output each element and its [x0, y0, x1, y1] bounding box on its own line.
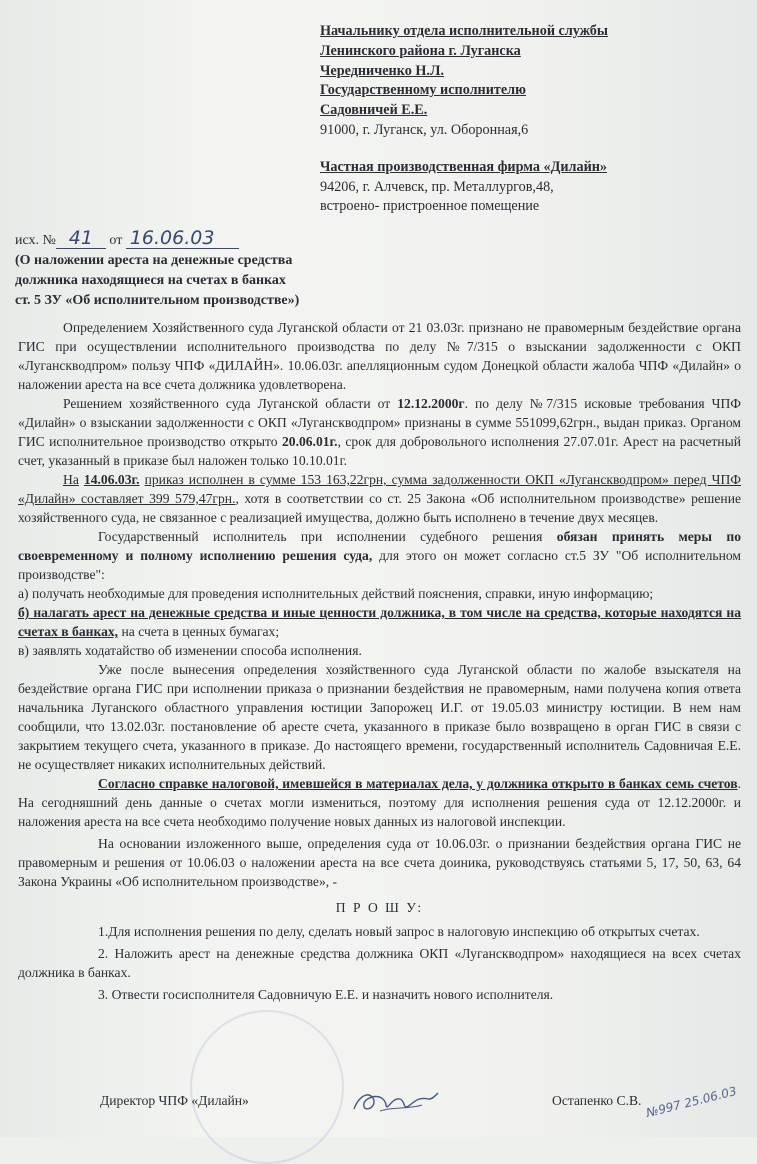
- subject-line: ст. 5 ЗУ «Об исполнительном производстве»): [15, 293, 300, 308]
- paragraph: Согласно справке налоговой, имевшейся в материалах дела, у должника открыто в банках семь счетов. На сегодняшний день данные о счетах могли измениться, поэтому для исполнения решения суда от 12.12.2000г. и наложения ареста на все счета необходимо получение новых данных из налоговой инспекции.: [18, 776, 741, 829]
- sender-address-2: встроено- пристроенное помещение: [320, 198, 540, 215]
- paragraph: На 14.06.03г. приказ исполнен в сумме 153 163,22грн, сумма задолженности ОКП «Луганскводпром» перед ЧПФ «Дилайн» составляет 399 579,47грн., хотя в соответствии со ст. 25 Закона «Об исполнительном производстве» решение хозяйственного суда, не связанное с реализацией имущества, должно быть исполнено в течение двух месяцев.: [18, 472, 741, 525]
- ref-date: 16.06.03: [126, 228, 239, 249]
- subject-block: [15, 251, 375, 311]
- paragraph: Уже после вынесения определения хозяйственного суда Луганской области по жалобе взыскателя на бездействие органа ГИС при исполнении приказа о признании бездействия не правомерным, нами получена копия ответа начальника Луганского областного управления юстиции Запорожец И.Г. от 19.05.03 министру юстиции. В нем нам сообщили, что 13.02.03г. постановление об аресте счета, указанного в приказе было возвращено в орган ГИС в связи с закрытием текущего счета, указанного в приказе. До настоящего времени, государственный исполнитель Садовничая Е.Е. не осуществляет никаких исполнительных действий.: [18, 662, 741, 772]
- list-item: а) получать необходимые для проведения исполнительных действий пояснения, справки, иную информацию;: [18, 586, 654, 601]
- request-heading: П Р О Ш У:: [335, 900, 424, 915]
- addressee-line: Садовничей Е.Е.: [320, 102, 428, 119]
- request-item: 2. Наложить арест на денежные средства должника ОКП «Луганскводпром» находящиеся на всех счетах должника в банках.: [18, 946, 741, 980]
- letter-body: [18, 318, 741, 1004]
- addressee-line: Ленинского района г. Луганска: [320, 42, 521, 59]
- subject-line: (О наложении ареста на денежные средства: [15, 253, 293, 268]
- list-item: в) заявлять ходатайство об изменении способа исполнения.: [18, 643, 362, 658]
- addressee-line: Начальнику отдела исполнительной службы: [320, 23, 608, 39]
- outgoing-reference: [15, 228, 239, 249]
- paragraph: Определением Хозяйственного суда Луганской области от 21 03.03г. признано не правомерным бездействие органа ГИС при осуществлении исполнительного производства по делу №7/315 о взыскании задолженности с ОКП «Луганскводпром» пользу ЧПФ «ДИЛАЙН». 10.06.03г. апелляционным судом Донецкой области жалоба ЧПФ «Дилайн» о наложении ареста на все счета должника удовлетворена.: [18, 320, 741, 392]
- ref-from-label: от: [109, 233, 123, 248]
- signatory-position: Директор ЧПФ «Дилайн»: [100, 1093, 249, 1108]
- request-item: 3. Отвести госисполнителя Садовничую Е.Е. и назначить нового исполнителя.: [98, 987, 554, 1002]
- sender-name: Частная производственная фирма «Дилайн»: [320, 158, 608, 175]
- paragraph: Решением хозяйственного суда Луганской области от 12.12.2000г. по делу №7/315 исковые требования ЧПФ «Дилайн» о взыскании задолженности с ОКП «Луганскводпром» признаны в сумме 551099,62грн., выдан приказ. Органом ГИС исполнительное производство открыто 20.06.01г., срок для добровольного исполнения 27.07.01г. Арест на расчетный счет, указанный в приказе был наложен только 10.10.01г.: [18, 396, 741, 468]
- signatory-name: Остапенко С.В.: [552, 1093, 642, 1108]
- paragraph: На основании изложенного выше, определения суда от 10.06.03г. о признании бездействия органа ГИС не правомерным и решения от 10.06.03 о наложении ареста на все счета доиника, руководствуясь статьями 5, 17, 50, 63, 64 Закона Украины «Об исполнительном производстве», -: [18, 836, 741, 889]
- ref-prefix: исх. №: [15, 233, 56, 248]
- faded-stamp: [190, 1010, 344, 1164]
- ref-number: 41: [56, 228, 106, 249]
- list-item: б) налагать арест на денежные средства и иные ценности должника, в том числе на средства, которые находятся на счетах в банках, на счета в ценных бумагах;: [18, 605, 741, 639]
- handwritten-note: №997 25.06.03: [644, 1084, 738, 1120]
- paragraph: Государственный исполнитель при исполнении судебного решения обязан принять меры по своевременному и полному исполнению решения суда, для этого он может согласно ст.5 ЗУ "Об исполнительном производстве":: [18, 529, 741, 582]
- signature-image: [350, 1085, 440, 1119]
- addressee-address: 91000, г. Луганск, ул. Оборонная,6: [320, 121, 529, 138]
- request-item: 1.Для исполнения решения по делу, сделать новый запрос в налоговую инспекцию об открытых счетах.: [98, 924, 700, 939]
- addressee-line: Государственному исполнителю: [320, 82, 526, 99]
- sender-address: 94206, г. Алчевск, пр. Металлургов,48,: [320, 178, 554, 195]
- addressee-line: Чередниченко Н.Л.: [320, 62, 445, 79]
- addressee-block: [320, 22, 740, 217]
- subject-line: должника находящиеся на счетах в банках: [15, 273, 286, 288]
